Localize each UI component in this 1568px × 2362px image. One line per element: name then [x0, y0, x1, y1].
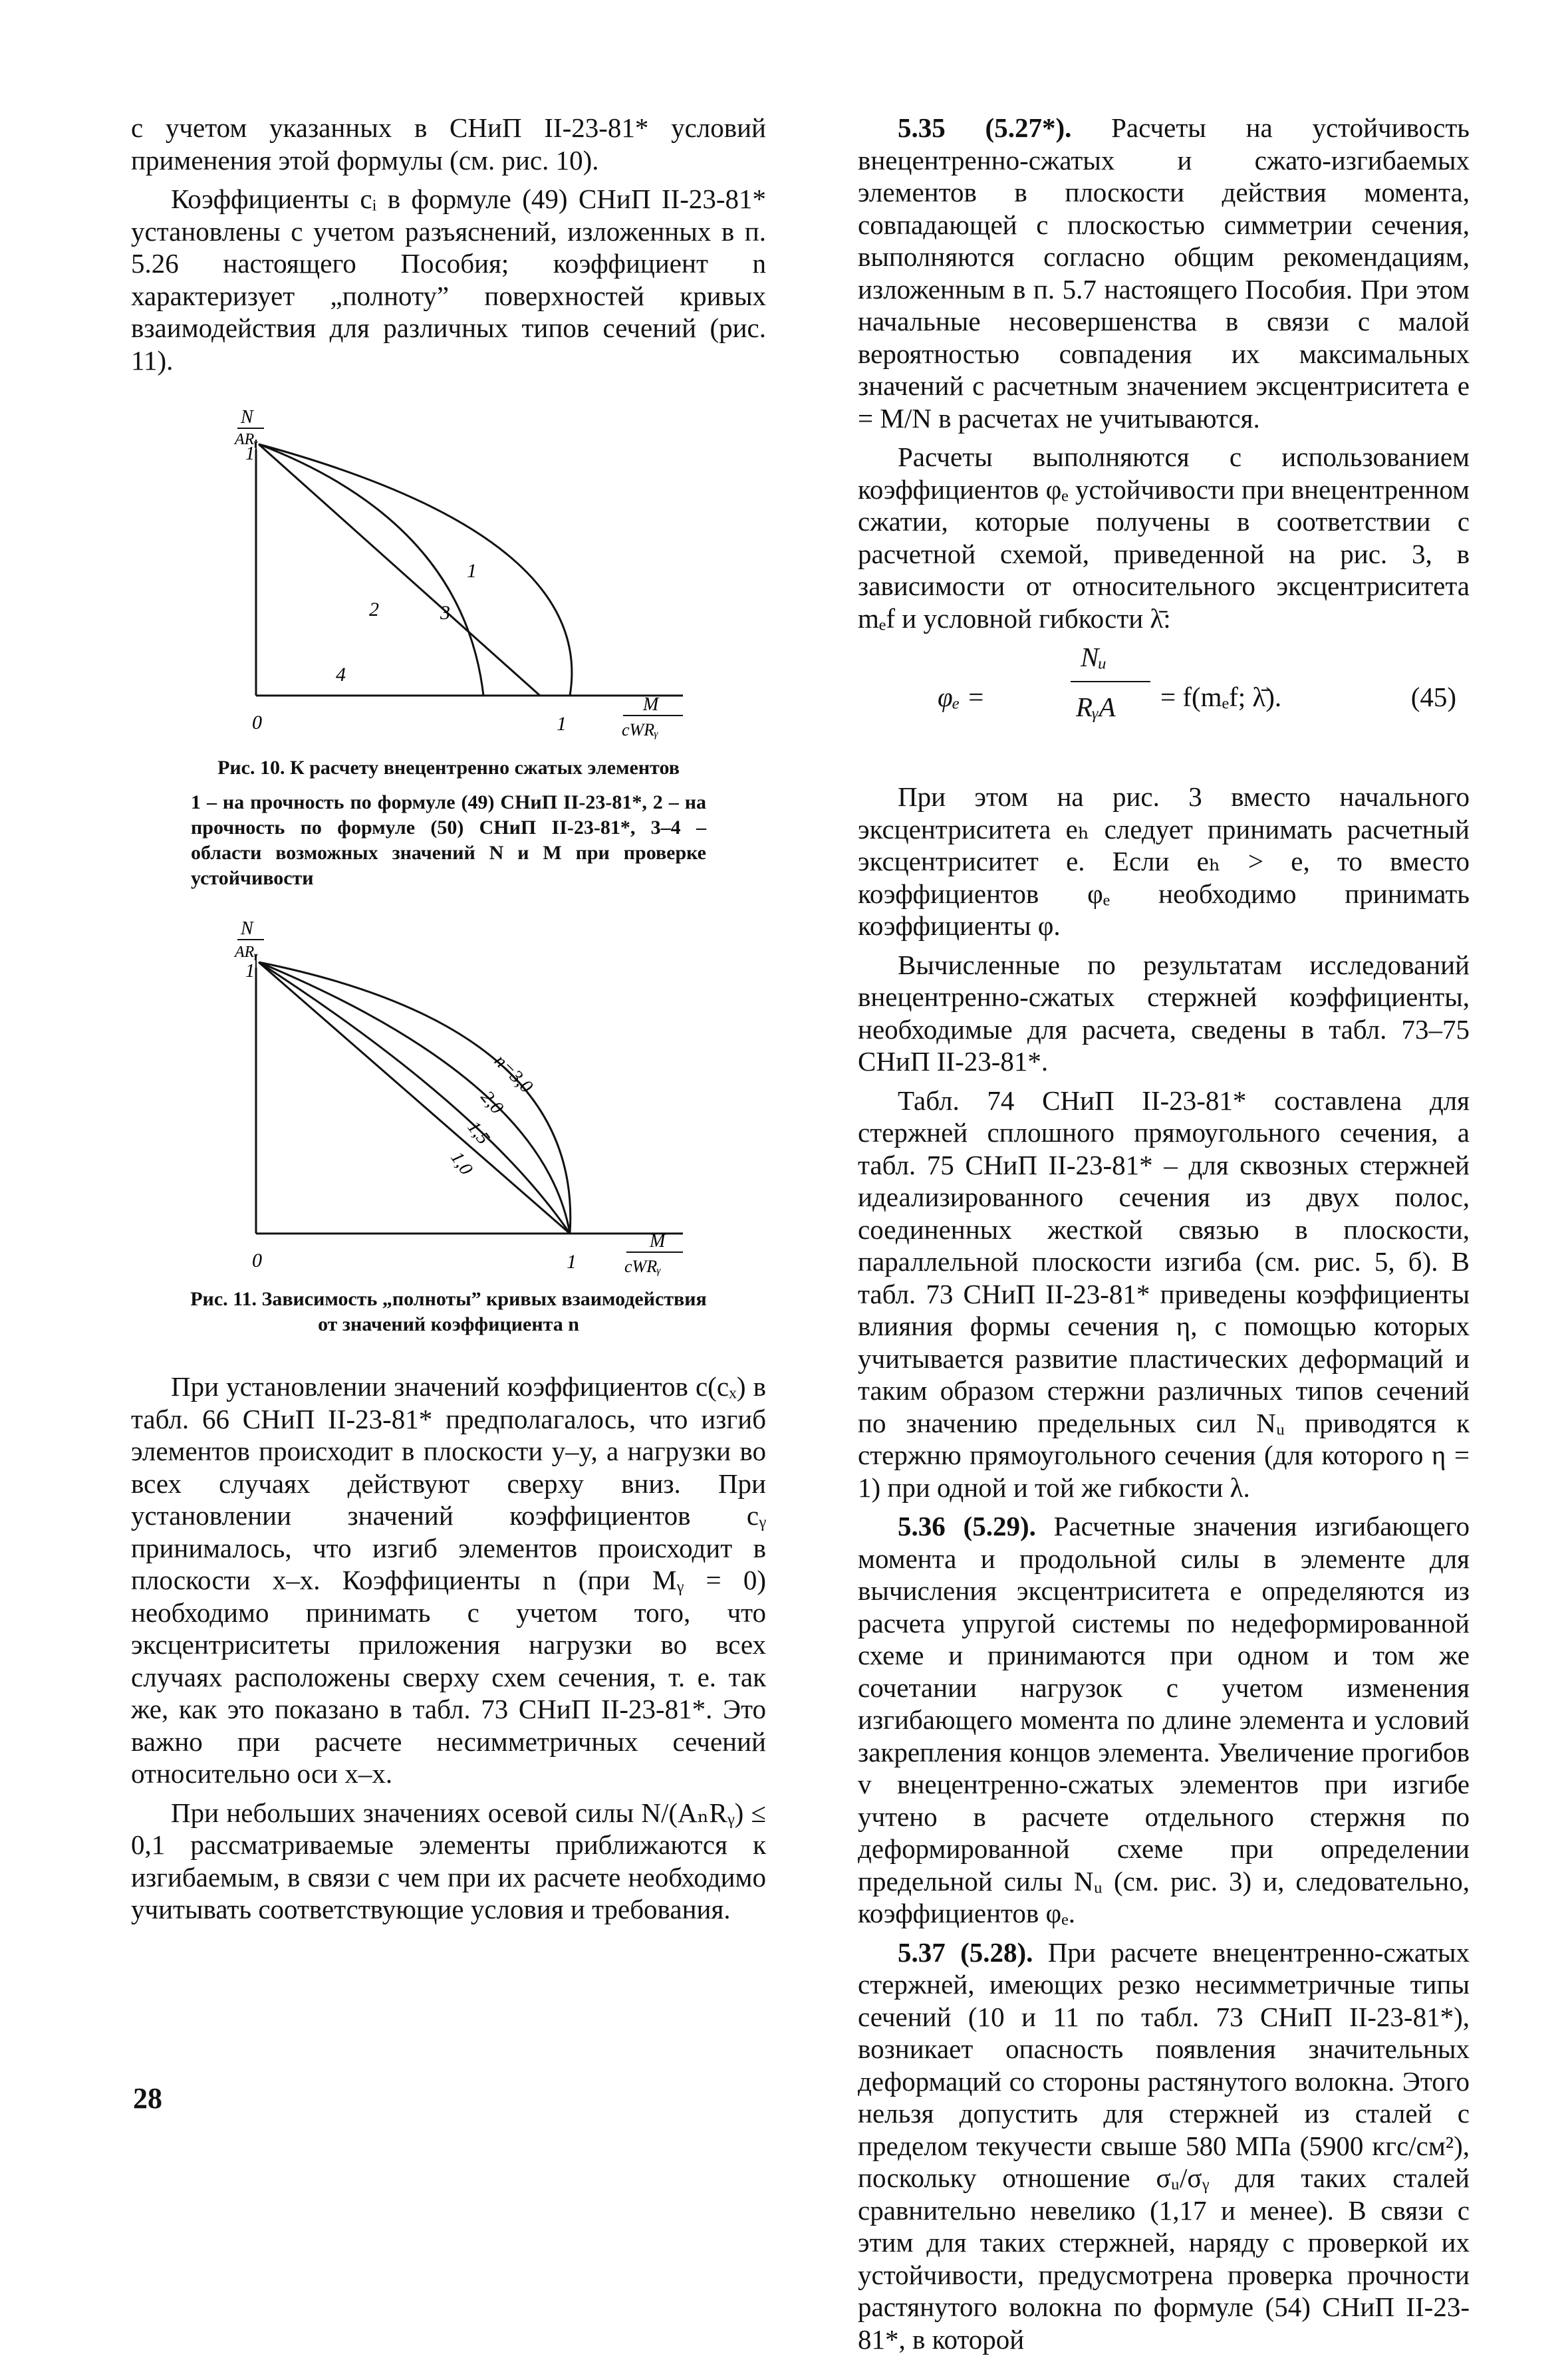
- paragraph: 5.35 (5.27*). Расчеты на устойчивость внецентренно-сжатых и сжато-изгибаемых элементов в плоскости действия момента, совпадающей с плоскостью симметрии сечения, выполняются согласно общим рекомендациям, изложенным в п. 5.7 настоящего Пособия. При этом начальные несовершенства в связи с малой вероятностью совпадения их максимальных значений с расчетным значением эксцентриситета e = M/N в расчетах не учитываются.: [858, 112, 1470, 434]
- curve-2: [259, 444, 540, 696]
- formula-rhs: = f(mₑf; λ̄).: [1160, 682, 1282, 712]
- x-label-bottom: cWRᵧ: [624, 1257, 662, 1276]
- curve-label: 1: [467, 560, 477, 582]
- section-number: 5.37 (5.28).: [898, 1936, 1033, 1968]
- x-label-top: M: [650, 1231, 666, 1251]
- formula-45: [858, 641, 1470, 754]
- y-tick: 1: [245, 444, 255, 464]
- figure-11-plot: [131, 908, 766, 1280]
- x-tick: 1: [557, 713, 567, 735]
- curve-1: [259, 444, 572, 696]
- curve-label: 3: [440, 602, 450, 624]
- curve-1b: [259, 444, 483, 696]
- y-label-bottom: ARᵧ: [235, 431, 258, 448]
- x-tick: 1: [567, 1251, 577, 1273]
- y-label-top: N: [241, 918, 253, 939]
- equation-number: (45): [1410, 682, 1456, 712]
- paragraph: Вычисленные по результатам исследований внецентренно-сжатых стержней коэффициенты, необходимые для расчета, сведены в табл. 73–75 СНиП II-23-81*.: [858, 949, 1470, 1077]
- figure-10: [131, 403, 766, 749]
- curve-label: 1,0: [446, 1148, 477, 1179]
- fraction-bar: [1071, 681, 1150, 682]
- figure-10-plot: [131, 403, 766, 749]
- origin: 0: [252, 1249, 262, 1271]
- right-column: [858, 112, 1470, 2362]
- section-number: 5.36 (5.29).: [898, 1511, 1036, 1541]
- paragraph: При установлении значений коэффициентов c(cₓ) в табл. 66 СНиП II-23-81* предполагалось, что изгиб элементов происходит в плоскости y–y, а нагрузки во всех случаях действуют сверху вниз. При установлении значений коэффициентов cᵧ принималось, что изгиб элементов происходит в плоскости x–x. Коэффициенты n (при Mᵧ = 0) необходимо принимать с учетом того, что эксцентриситеты приложения нагрузки во всех случаях расположены сверху схем сечения, т. е. так же, как это показано в табл. 73 СНиП II-23-81*. Это важно при расчете несимметричных сечений относительно оси x–x.: [131, 1371, 766, 1789]
- y-label-bottom: ARᵧ: [235, 944, 258, 961]
- figure-11: [131, 908, 766, 1280]
- origin: 0: [252, 712, 262, 733]
- formula-lhs: φₑ =: [938, 682, 985, 712]
- page-number: 28: [133, 2082, 162, 2115]
- paragraph: Коэффициенты cᵢ в формуле (49) СНиП II-23-81* установлены с учетом разъяснений, изложенных в п. 5.26 настоящего Пособия; коэффициент n характеризует „полноту” поверхностей кривых взаимодействия для различных типов сечений (рис. 11).: [131, 184, 766, 376]
- formula-denominator: RᵧA: [1076, 692, 1116, 722]
- y-label-top: N: [241, 407, 253, 428]
- curve-label: 2,0: [476, 1087, 507, 1118]
- figure-10-caption: Рис. 10. К расчету внецентренно сжатых элементов: [217, 757, 680, 779]
- paragraph: При небольших значениях осевой силы N/(AₙRᵧ) ≤ 0,1 рассматриваемые элементы приближаются к изгибаемым, в связи с чем при их расчете необходимо учитывать соответствующие условия и требования.: [131, 1797, 766, 1924]
- curve-label: n=3,0: [490, 1051, 537, 1097]
- formula-numerator: Nᵤ: [1081, 642, 1107, 672]
- figure-10-legend: 1 – на прочность по формуле (49) СНиП II-23-81*, 2 – на прочность по формуле (50) СНиП II-23-81*, 3–4 – области возможных значений N и M при проверке устойчивости: [191, 791, 707, 889]
- paragraph: Табл. 74 СНиП II-23-81* составлена для стержней сплошного прямоугольного сечения, а табл. 75 СНиП II-23-81* – для сквозных стержней идеализированного сечения из двух полос, соединенных жесткой связью в плоскости, параллельной плоскости изгиба (см. рис. 5, б). В табл. 73 СНиП II-23-81* приведены коэффициенты влияния формы сечения η, с помощью которых учитывается развитие пластических деформаций и таким образом стержни различных типов сечений по значению предельных сил Nᵤ приводятся к стержню прямоугольного сечения (для которого η = 1) при одной и той же гибкости λ.: [858, 1085, 1470, 1503]
- curve-label: 4: [336, 664, 346, 686]
- figure-11-caption: Рис. 11. Зависимость „полноты” кривых взаимодействия от значений коэффициента n: [190, 1288, 707, 1335]
- left-column: [131, 112, 766, 1932]
- paragraph: При этом на рис. 3 вместо начального эксцентриситета eₕ следует принимать расчетный эксцентриситет e. Если eₕ > e, то вместо коэффициентов φₑ необходимо принимать коэффициенты φ.: [858, 781, 1470, 941]
- paragraph: 5.37 (5.28). При расчете внецентренно-сжатых стержней, имеющих резко несимметричные типы сечений (10 и 11 по табл. 73 СНиП II-23-81*), возникает опасность появления значительных деформаций со стороны растянутого волокна. Этого нельзя допустить для стержней из сталей с пределом текучести свыше 580 МПа (5900 кгс/см²), поскольку отношение σᵤ/σᵧ для таких сталей сравнительно невелико (1,17 и менее). В связи с этим для таких стержней, наряду с проверкой их устойчивости, предусмотрена проверка прочности растянутого волокна по формуле (54) СНиП II-23-81*, в которой: [858, 1936, 1470, 2355]
- paragraph: с учетом указанных в СНиП II-23-81* условий применения этой формулы (см. рис. 10).: [131, 112, 766, 176]
- paragraph: Расчеты выполняются с использованием коэффициентов φₑ устойчивости при внецентренном сжатии, которые получены в соответствии с расчетной схемой, приведенной на рис. 3, в зависимости от относительного эксцентриситета mₑf и условной гибкости λ̄:: [858, 442, 1470, 634]
- x-label-top: M: [643, 694, 659, 715]
- x-label-bottom: cWRᵧ: [622, 720, 659, 739]
- paragraph: 5.36 (5.29). Расчетные значения изгибающего момента и продольной силы в элементе для вычисления эксцентриситета e определяются из расчета упругой системы по недеформированной схеме и принимаются при одном и том же сочетании нагрузок с учетом изменения изгибающего момента по длине элемента и условий закрепления концов элемента. Увеличение прогибов v внецентренно-сжатых элементов при изгибе учтено в расчете отдельного стержня по деформированной схеме при определении предельной силы Nᵤ (см. рис. 3) и, следовательно, коэффициентов φₑ.: [858, 1511, 1470, 1928]
- curve-label: 2: [369, 598, 379, 620]
- curve-label: 1,5: [463, 1117, 494, 1148]
- y-tick: 1: [245, 961, 255, 982]
- curve-n-1-0: [259, 962, 570, 1234]
- section-number: 5.35 (5.27*).: [898, 112, 1072, 143]
